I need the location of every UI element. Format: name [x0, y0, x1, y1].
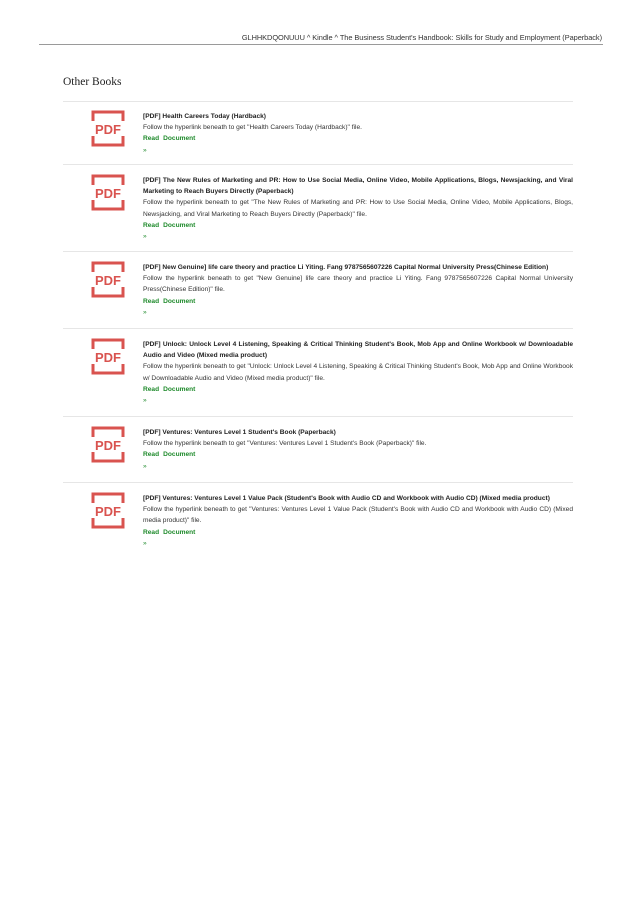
document-link-text[interactable]: Document	[163, 385, 196, 393]
document-link-text[interactable]: Document	[163, 135, 196, 143]
pdf-icon[interactable]	[91, 261, 125, 298]
pdf-icon[interactable]	[91, 174, 125, 211]
pdf-icon[interactable]	[91, 110, 125, 147]
read-link-text[interactable]: Read	[143, 221, 160, 229]
book-item	[63, 329, 573, 417]
section-title: Other Books	[63, 76, 122, 88]
pdf-icon-label: PDF	[95, 350, 121, 365]
document-link-text[interactable]: Document	[163, 297, 196, 305]
book-title[interactable]: [PDF] Unlock: Unlock Level 4 Listening, Speaking & Critical Thinking Student's Book, Mob App and Online Workbook w/ Downloadable Audio and Video (Mixed media product)	[143, 341, 573, 360]
book-description: Follow the hyperlink beneath to get "New Genuine] life care theory and practice Li Yiting. Fang 9787565607226 Capital Normal University Press(Chinese Edition)" file.	[143, 275, 573, 294]
read-document-link[interactable]	[143, 449, 573, 460]
book-title[interactable]: [PDF] Ventures: Ventures Level 1 Value Pack (Student's Book with Audio CD and Workbook with Audio CD) (Mixed media product)	[143, 495, 550, 502]
more-arrow-icon[interactable]: »	[143, 539, 147, 547]
read-document-link[interactable]	[143, 527, 573, 538]
book-description: Follow the hyperlink beneath to get "Ventures: Ventures Level 1 Value Pack (Student's Book with Audio CD and Workbook with Audio CD) (Mixed media product)" file.	[143, 506, 573, 525]
book-description: Follow the hyperlink beneath to get "Health Careers Today (Hardback)" file.	[143, 124, 362, 132]
read-link-text[interactable]: Read	[143, 135, 160, 143]
read-document-link[interactable]	[143, 220, 573, 231]
pdf-icon[interactable]	[91, 492, 125, 529]
read-link-text[interactable]: Read	[143, 451, 160, 459]
document-link-text[interactable]: Document	[163, 451, 196, 459]
book-title[interactable]: [PDF] Health Careers Today (Hardback)	[143, 113, 266, 120]
more-arrow-icon[interactable]: »	[143, 233, 147, 241]
more-arrow-icon[interactable]: »	[143, 462, 147, 470]
read-link-text[interactable]: Read	[143, 297, 160, 305]
read-link-text[interactable]: Read	[143, 385, 160, 393]
pdf-icon-label: PDF	[95, 438, 121, 453]
more-arrow-icon[interactable]: »	[143, 397, 147, 405]
book-description: Follow the hyperlink beneath to get "Unlock: Unlock Level 4 Listening, Speaking & Critical Thinking Student's Book, Mob App and Online Workbook w/ Downloadable Audio and Video (Mixed media product)" file.	[143, 363, 573, 382]
book-item	[63, 165, 573, 252]
book-title[interactable]: [PDF] The New Rules of Marketing and PR: How to Use Social Media, Online Video, Mobile Applications, Blogs, Newsjacking, and Viral Marketing to Reach Buyers Directly (Paperback)	[143, 177, 573, 196]
document-link-text[interactable]: Document	[163, 221, 196, 229]
more-arrow-icon[interactable]: »	[143, 146, 147, 154]
book-title[interactable]: [PDF] New Genuine] life care theory and practice Li Yiting. Fang 9787565607226 Capital Normal University Press(Chinese Edition)	[143, 264, 549, 271]
book-item	[63, 252, 573, 329]
read-document-link[interactable]	[143, 384, 573, 395]
book-description: Follow the hyperlink beneath to get "Ventures: Ventures Level 1 Student's Book (Paperback)" file.	[143, 440, 427, 448]
book-item	[63, 101, 573, 165]
pdf-icon-label: PDF	[95, 122, 121, 137]
pdf-icon[interactable]	[91, 338, 125, 375]
book-item	[63, 483, 573, 559]
read-document-link[interactable]	[143, 296, 573, 307]
pdf-icon-label: PDF	[95, 504, 121, 519]
read-document-link[interactable]	[143, 133, 573, 144]
book-item	[63, 417, 573, 483]
page-header-text: GLHHKDQONUUU ^ Kindle ^ The Business Student's Handbook: Skills for Study and Employment (Paperback)	[241, 33, 602, 42]
pdf-icon-label: PDF	[95, 186, 121, 201]
more-arrow-icon[interactable]: »	[143, 308, 147, 316]
read-link-text[interactable]: Read	[143, 528, 160, 536]
document-link-text[interactable]: Document	[163, 528, 196, 536]
book-description: Follow the hyperlink beneath to get "The New Rules of Marketing and PR: How to Use Social Media, Online Video, Mobile Applications, Blogs, Newsjacking, and Viral Marketing to Reach Buyers Directly (Paperback)" file.	[143, 199, 573, 218]
pdf-icon-label: PDF	[95, 273, 121, 288]
book-title[interactable]: [PDF] Ventures: Ventures Level 1 Student's Book (Paperback)	[143, 429, 336, 436]
header-divider	[39, 44, 603, 45]
pdf-icon[interactable]	[91, 426, 125, 463]
